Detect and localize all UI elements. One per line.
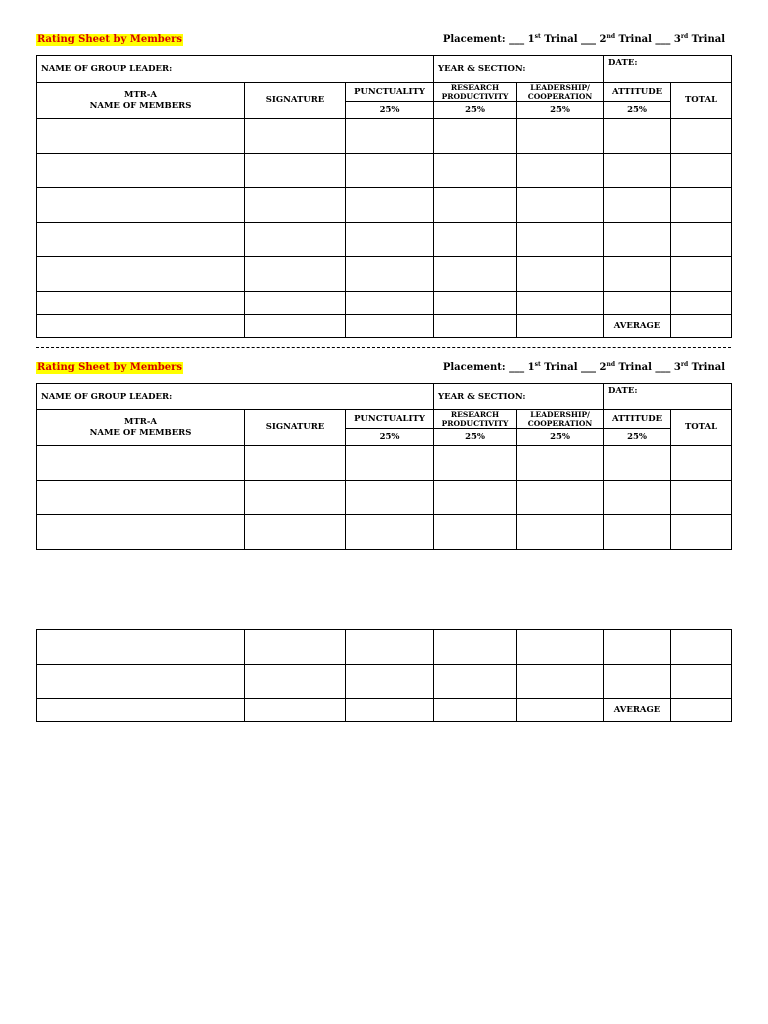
- research-cell[interactable]: [434, 665, 517, 699]
- total-cell[interactable]: [671, 188, 732, 223]
- leadership-cell[interactable]: [517, 154, 604, 188]
- year-section-field[interactable]: YEAR & SECTION:: [434, 56, 604, 83]
- research-header: RESEARCH PRODUCTIVITY: [434, 83, 517, 102]
- research-cell[interactable]: [434, 446, 517, 481]
- total-cell[interactable]: [671, 481, 732, 515]
- blank-cell[interactable]: [517, 315, 604, 338]
- date-field[interactable]: DATE:: [604, 384, 732, 410]
- punctuality-cell[interactable]: [346, 446, 434, 481]
- attitude-weight: 25%: [604, 429, 671, 446]
- attitude-cell[interactable]: [604, 446, 671, 481]
- placement-option-1: 1st Trinal: [527, 361, 578, 373]
- rating-sheet-2-continued: [36, 629, 731, 722]
- total-header: TOTAL: [671, 410, 732, 446]
- sheet-title: Rating Sheet by Members: [37, 362, 183, 373]
- punctuality-header: PUNCTUALITY: [346, 83, 434, 102]
- header-row: [37, 410, 732, 429]
- placement-label: Placement:: [442, 362, 506, 373]
- signature-cell[interactable]: [245, 119, 346, 154]
- signature-header: SIGNATURE: [245, 83, 346, 119]
- placement-blank[interactable]: ___: [655, 362, 671, 373]
- placement-line: [443, 34, 725, 46]
- attitude-cell[interactable]: [604, 223, 671, 257]
- leader-row: [37, 384, 732, 410]
- rating-table: [36, 55, 732, 338]
- research-cell[interactable]: [434, 154, 517, 188]
- attitude-cell[interactable]: [604, 154, 671, 188]
- members-header: MTR-A NAME OF MEMBERS: [37, 83, 245, 119]
- leadership-header: LEADERSHIP/ COOPERATION: [517, 83, 604, 102]
- signature-cell[interactable]: [245, 665, 346, 699]
- date-field[interactable]: DATE:: [604, 56, 732, 83]
- leadership-cell[interactable]: [517, 446, 604, 481]
- signature-cell[interactable]: [245, 481, 346, 515]
- blank-cell[interactable]: [346, 699, 434, 722]
- blank-cell[interactable]: [37, 315, 245, 338]
- member-row: [37, 119, 732, 154]
- research-cell[interactable]: [434, 481, 517, 515]
- leadership-cell[interactable]: [517, 119, 604, 154]
- placement-blank[interactable]: ___: [509, 362, 525, 373]
- member-row: [37, 515, 732, 550]
- signature-cell[interactable]: [245, 292, 346, 315]
- leadership-header: LEADERSHIP/ COOPERATION: [517, 410, 604, 429]
- member-row: [37, 665, 732, 699]
- blank-cell[interactable]: [37, 699, 245, 722]
- research-cell[interactable]: [434, 257, 517, 292]
- leadership-weight: 25%: [517, 429, 604, 446]
- total-cell[interactable]: [671, 515, 732, 550]
- signature-cell[interactable]: [245, 515, 346, 550]
- punctuality-cell[interactable]: [346, 154, 434, 188]
- signature-cell[interactable]: [245, 257, 346, 292]
- blank-cell[interactable]: [245, 315, 346, 338]
- punctuality-cell[interactable]: [346, 292, 434, 315]
- placement-blank[interactable]: ___: [509, 34, 525, 45]
- research-cell[interactable]: [434, 223, 517, 257]
- punctuality-weight: 25%: [346, 102, 434, 119]
- total-header: TOTAL: [671, 83, 732, 119]
- member-name-cell[interactable]: [37, 154, 245, 188]
- total-cell[interactable]: [671, 630, 732, 665]
- rating-sheet-1: [36, 34, 731, 338]
- total-cell[interactable]: [671, 257, 732, 292]
- attitude-header: ATTITUDE: [604, 83, 671, 102]
- member-row: [37, 481, 732, 515]
- attitude-weight: 25%: [604, 102, 671, 119]
- punctuality-cell[interactable]: [346, 665, 434, 699]
- year-section-field[interactable]: YEAR & SECTION:: [434, 384, 604, 410]
- cut-line: [36, 347, 731, 348]
- sheet-header: [36, 362, 731, 378]
- leadership-cell[interactable]: [517, 630, 604, 665]
- member-name-cell[interactable]: [37, 292, 245, 315]
- signature-cell[interactable]: [245, 154, 346, 188]
- placement-label: Placement:: [442, 34, 506, 45]
- member-row: [37, 154, 732, 188]
- blank-cell[interactable]: [434, 699, 517, 722]
- research-cell[interactable]: [434, 292, 517, 315]
- members-header: MTR-A NAME OF MEMBERS: [37, 410, 245, 446]
- member-row: [37, 292, 732, 315]
- leadership-cell[interactable]: [517, 481, 604, 515]
- placement-blank[interactable]: ___: [581, 362, 597, 373]
- member-row: [37, 223, 732, 257]
- sheet-header: [36, 34, 731, 50]
- average-row: [37, 315, 732, 338]
- placement-blank[interactable]: ___: [581, 34, 597, 45]
- blank-cell[interactable]: [346, 315, 434, 338]
- blank-cell[interactable]: [245, 699, 346, 722]
- placement-line: [443, 362, 725, 374]
- leader-row: [37, 56, 732, 83]
- member-row: [37, 257, 732, 292]
- member-name-cell[interactable]: [37, 446, 245, 481]
- member-name-cell[interactable]: [37, 223, 245, 257]
- leadership-weight: 25%: [517, 102, 604, 119]
- signature-cell[interactable]: [245, 446, 346, 481]
- placement-option-2: 2nd Trinal: [599, 361, 652, 373]
- average-label: AVERAGE: [604, 315, 671, 338]
- attitude-cell[interactable]: [604, 665, 671, 699]
- punctuality-weight: 25%: [346, 429, 434, 446]
- member-row: [37, 630, 732, 665]
- research-weight: 25%: [434, 429, 517, 446]
- signature-header: SIGNATURE: [245, 410, 346, 446]
- total-cell[interactable]: [671, 119, 732, 154]
- average-value-cell[interactable]: [671, 699, 732, 722]
- attitude-cell[interactable]: [604, 119, 671, 154]
- research-cell[interactable]: [434, 630, 517, 665]
- total-cell[interactable]: [671, 292, 732, 315]
- group-leader-field[interactable]: NAME OF GROUP LEADER:: [37, 56, 434, 83]
- total-cell[interactable]: [671, 154, 732, 188]
- member-name-cell[interactable]: [37, 630, 245, 665]
- blank-cell[interactable]: [434, 315, 517, 338]
- attitude-cell[interactable]: [604, 257, 671, 292]
- leadership-cell[interactable]: [517, 515, 604, 550]
- leadership-cell[interactable]: [517, 223, 604, 257]
- signature-cell[interactable]: [245, 188, 346, 223]
- punctuality-header: PUNCTUALITY: [346, 410, 434, 429]
- punctuality-cell[interactable]: [346, 223, 434, 257]
- punctuality-cell[interactable]: [346, 257, 434, 292]
- average-row: [37, 699, 732, 722]
- leadership-cell[interactable]: [517, 665, 604, 699]
- attitude-cell[interactable]: [604, 481, 671, 515]
- leadership-cell[interactable]: [517, 292, 604, 315]
- punctuality-cell[interactable]: [346, 188, 434, 223]
- member-row: [37, 446, 732, 481]
- placement-option-3: 3rd Trinal: [673, 33, 725, 45]
- attitude-cell[interactable]: [604, 515, 671, 550]
- punctuality-cell[interactable]: [346, 515, 434, 550]
- placement-option-1: 1st Trinal: [527, 33, 578, 45]
- member-row: [37, 188, 732, 223]
- rating-sheet-2: [36, 362, 731, 550]
- member-name-cell[interactable]: [37, 481, 245, 515]
- placement-option-3: 3rd Trinal: [673, 361, 725, 373]
- member-name-cell[interactable]: [37, 665, 245, 699]
- signature-cell[interactable]: [245, 630, 346, 665]
- average-value-cell[interactable]: [671, 315, 732, 338]
- member-name-cell[interactable]: [37, 119, 245, 154]
- sheet-title: Rating Sheet by Members: [37, 34, 183, 45]
- punctuality-cell[interactable]: [346, 630, 434, 665]
- leadership-cell[interactable]: [517, 188, 604, 223]
- total-cell[interactable]: [671, 665, 732, 699]
- member-name-cell[interactable]: [37, 188, 245, 223]
- rating-table: [36, 383, 732, 550]
- research-cell[interactable]: [434, 119, 517, 154]
- header-row: [37, 83, 732, 102]
- member-name-cell[interactable]: [37, 515, 245, 550]
- placement-blank[interactable]: ___: [655, 34, 671, 45]
- total-cell[interactable]: [671, 223, 732, 257]
- attitude-cell[interactable]: [604, 630, 671, 665]
- attitude-header: ATTITUDE: [604, 410, 671, 429]
- group-leader-field[interactable]: NAME OF GROUP LEADER:: [37, 384, 434, 410]
- research-header: RESEARCH PRODUCTIVITY: [434, 410, 517, 429]
- research-cell[interactable]: [434, 188, 517, 223]
- research-weight: 25%: [434, 102, 517, 119]
- punctuality-cell[interactable]: [346, 481, 434, 515]
- attitude-cell[interactable]: [604, 188, 671, 223]
- rating-table-continued: [36, 629, 732, 722]
- signature-cell[interactable]: [245, 223, 346, 257]
- leadership-cell[interactable]: [517, 257, 604, 292]
- blank-cell[interactable]: [517, 699, 604, 722]
- average-label: AVERAGE: [604, 699, 671, 722]
- total-cell[interactable]: [671, 446, 732, 481]
- research-cell[interactable]: [434, 515, 517, 550]
- punctuality-cell[interactable]: [346, 119, 434, 154]
- placement-option-2: 2nd Trinal: [599, 33, 652, 45]
- attitude-cell[interactable]: [604, 292, 671, 315]
- member-name-cell[interactable]: [37, 257, 245, 292]
